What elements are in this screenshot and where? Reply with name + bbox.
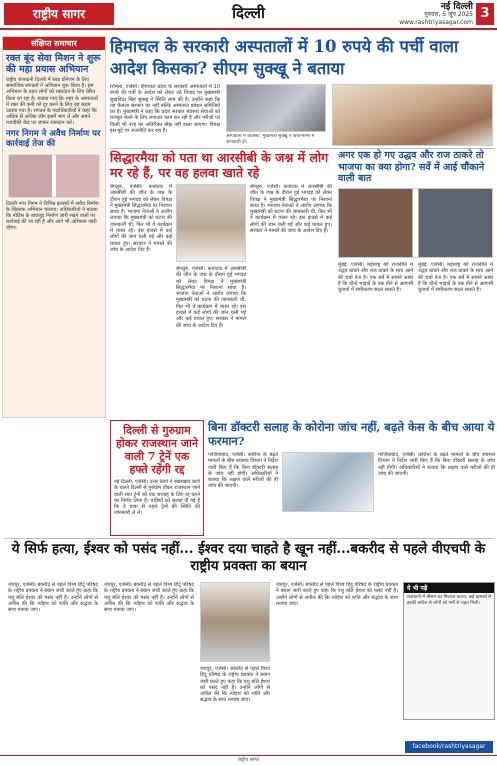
sidebar-title: संक्षिप्त समाचार xyxy=(3,37,105,50)
sidebar-photo xyxy=(8,154,100,198)
sidebar-body: राष्ट्रीय राजधानी दिल्ली में ब्लड डोनेशन के लिए सामाजिक संगठनों ने अभियान शुरू किया है। इस अभियान के तहत लोगों को रक्तदान के लिए प्रेरित किया जा रहा है। बताया गया कि शहर के अस्पतालों में रक्त की कमी को दूर करने के लिए यह कदम उठाया गया है। संगठन के पदाधिकारियों ने कहा कि अधिक से अधिक लोग इसमें भाग लें और अपने नजदीकी केंद्र पर जाकर रक्तदान करें। xyxy=(6,77,98,127)
edition-city-right: नई दिल्ली xyxy=(440,2,473,12)
story2-body: बेंगलुरु, एजेंसी। कर्नाटक में आरसीबी की जीत के जश्न के दौरान हुई भगदड़ को लेकर विपक्ष ने मुख्यमंत्री सिद्धारमैया पर निशाना साधा है। भाजपा नेताओं ने आरोप लगाया कि मुख्यमंत्री को घटना की जानकारी थी, फिर भी वे कार्यक्रम में व्यस्त रहे। इस हादसे में कई लोगों की जान चली गई और कई घायल हुए। सरकार ने मामले की जांच के आदेश दिए हैं। xyxy=(110,184,172,253)
story3-body-col2: मुंबई, एजेंसी। महाराष्ट्र की राजनीति में उद्धव ठाकरे और राज ठाकरे के साथ आने की चर्चा तेज है। एक सर्वे में सामने आया है कि दोनों भाइयों के एक होने से आगामी चुनावों में समीकरण बदल सकते हैं। xyxy=(418,262,493,294)
story2-body-col2: बेंगलुरु, एजेंसी। कर्नाटक में आरसीबी की जीत के जश्न के दौरान हुई भगदड़ को लेकर विपक्ष ने मुख्यमंत्री सिद्धारमैया पर निशाना साधा है। भाजपा नेताओं ने आरोप लगाया कि मुख्यमंत्री को घटना की जानकारी थी, फिर भी वे कार्यक्रम में व्यस्त रहे। इस हादसे में कई लोगों की जान चली गई और कई घायल हुए। सरकार ने मामले की जांच के आदेश दिए हैं। xyxy=(176,266,246,329)
story3-body: मुंबई, एजेंसी। महाराष्ट्र की राजनीति में उद्धव ठाकरे और राज ठाकरे के साथ आने की चर्चा तेज है। एक सर्वे में सामने आया है कि दोनों भाइयों के एक होने से आगामी चुनावों में समीकरण बदल सकते हैं। xyxy=(338,262,413,294)
lead-photo-caption: अस्पतालों में व्यवस्था, मुख्यमंत्री सुक्खू ने विधानसभा में जानकारी दी। xyxy=(226,134,315,145)
lead-photo-cm xyxy=(332,84,493,146)
story-box-body: नई दिल्ली, एजेंसी। उत्तर रेलवे ने रखरखाव कार्य के चलते दिल्ली से गुरुग्राम होकर राजस्थान जाने वाली सात ट्रेनों को एक सप्ताह के लिए रद्द करने का निर्णय लिया है। यात्रियों को सलाह दी गई है कि वे यात्रा से पहले ट्रेनों की स्थिति की जानकारी ले लें। xyxy=(114,479,200,517)
sidebar-headline: रक्त बूंद सेवा मिशन ने शुरू की महा प्रयास अभियान xyxy=(6,53,101,75)
sidebar-body-2: दिल्ली नगर निगम ने विभिन्न इलाकों में अवैध निर्माण के खिलाफ अभियान चलाया। अधिकारियों ने बताया कि नोटिस के बावजूद निर्माण जारी रखने वालों पर कार्रवाई की जा रही है और आगे भी अभियान जारी रहेगा। xyxy=(6,200,99,232)
brand-logo: राष्ट्रीय सागर xyxy=(4,3,114,25)
story4-body-col2: गाजियाबाद, एजेंसी। कोरोना के बढ़ते मामलों के बीच स्वास्थ्य विभाग ने निर्देश जारी किए हैं कि बिना डॉक्टरी सलाह के जांच नहीं होगी। अधिकारियों ने बताया कि लक्षण वाले मरीजों की ही जांच की जाएगी। xyxy=(378,452,495,477)
story4-photo xyxy=(282,452,374,512)
bottom-headline: ये सिर्फ हत्या, ईश्वर को पसंद नहीं... ईश्वर दया चाहते है खून नहीं...बकरीद से पहले वीएचपी के राष्ट्रीय प्रवक्ता का बयान xyxy=(11,541,486,574)
story2-headline: सिद्धारमैया को पता था आरसीबी के जश्न में लोग मर रहे हैं, पर वह हलवा खाते रहे xyxy=(110,150,329,180)
related-box-body: राजधानी में मौसम का मिजाज बदला, कई इलाकों में हल्की बारिश से लोगों को गर्मी से राहत मिली। xyxy=(407,595,491,606)
edition-website: www.rashtriyasagar.com xyxy=(399,19,473,26)
story3-headline: अगर एक हो गए उद्धव और राज ठाकरे तो भाजपा का क्या होगा? सर्वे में आई चौंकाने वाली बात xyxy=(338,150,485,184)
story3-photo xyxy=(338,188,493,258)
bottom-photo xyxy=(200,582,270,662)
story2-body-col3: बेंगलुरु, एजेंसी। कर्नाटक में आरसीबी की जीत के जश्न के दौरान हुई भगदड़ को लेकर विपक्ष ने मुख्यमंत्री सिद्धारमैया पर निशाना साधा है। भाजपा नेताओं ने आरोप लगाया कि मुख्यमंत्री को घटना की जानकारी थी, फिर भी वे कार्यक्रम में व्यस्त रहे। इस हादसे में कई लोगों की जान चली गई और कई घायल हुए। सरकार ने मामले की जांच के आदेश दिए हैं। xyxy=(250,184,332,235)
masthead xyxy=(0,0,497,30)
story-box-headline: दिल्ली से गुरुग्राम होकर राजस्थान जाने वाली 7 ट्रेनें एक हफ्ते रहेंगी रद्द xyxy=(116,424,198,476)
related-box xyxy=(403,582,495,720)
bottom-body-col2: जयपुर, एजेंसी। बकरीद से पहले विश्व हिंदू परिषद के राष्ट्रीय प्रवक्ता ने बयान जारी करते हुए कहा कि पशु बलि ईश्वर को पसंद नहीं है। उन्होंने लोगों से अपील की कि त्योहार को शांति और सद्भाव के साथ मनाया जाए। xyxy=(104,582,194,614)
bottom-body-col3: जयपुर, एजेंसी। बकरीद से पहले विश्व हिंदू परिषद के राष्ट्रीय प्रवक्ता ने बयान जारी करते हुए कहा कि पशु बलि ईश्वर को पसंद नहीं है। उन्होंने लोगों से अपील की कि त्योहार को शांति और सद्भाव के साथ मनाया जाए। xyxy=(200,666,270,704)
page-number: 3 xyxy=(476,3,494,25)
story-box xyxy=(110,420,204,536)
lead-photo-assembly xyxy=(226,84,326,132)
lead-headline: हिमाचल के सरकारी अस्पतालों में 10 रुपये की पर्ची वाला आदेश किसका? सीएम सुक्खू ने बताया xyxy=(110,37,459,78)
news-brief-sidebar xyxy=(2,36,106,418)
lead-body: शिमला, एजेंसी। हिमाचल प्रदेश के सरकारी अस्पतालों में 10 रुपये की पर्ची के आदेश को लेकर उठे विवाद पर मुख्यमंत्री सुखविंदर सिंह सुक्खू ने स्थिति स्पष्ट की है। उन्होंने कहा कि यह फैसला सरकार का नहीं बल्कि अस्पताल प्रबंधन समितियों का है। मुख्यमंत्री ने कहा कि प्रदेश सरकार स्वास्थ्य सेवाओं को मजबूत करने के लिए लगातार काम कर रही है और मरीजों पर किसी भी तरह का अतिरिक्त बोझ नहीं डाला जाएगा। विपक्ष इस मुद्दे पर राजनीति कर रहा है। xyxy=(110,84,220,135)
edition-info xyxy=(399,3,473,27)
bottom-body-col4: जयपुर, एजेंसी। बकरीद से पहले विश्व हिंदू परिषद के राष्ट्रीय प्रवक्ता ने बयान जारी करते हुए कहा कि पशु बलि ईश्वर को पसंद नहीं है। उन्होंने लोगों से अपील की कि त्योहार को शांति और सद्भाव के साथ मनाया जाए। xyxy=(276,582,398,607)
social-tag: facebook/rashtriyasagar xyxy=(405,741,493,753)
story4-headline: बिना डॉक्टरी सलाह के कोरोना जांच नहीं, बढ़ते केस के बीच आया ये फरमान? xyxy=(208,420,495,448)
divider xyxy=(4,538,493,539)
related-box-title: ये भी पढ़ें xyxy=(404,583,494,593)
story2-photo xyxy=(176,184,246,262)
edition-city: दिल्ली xyxy=(232,4,265,22)
page-footer: राष्ट्रीय सागर xyxy=(0,755,497,765)
sidebar-subheadline: नगर निगम ने अवैध निर्माण पर कार्रवाई तेज की xyxy=(6,128,101,149)
story4-body: गाजियाबाद, एजेंसी। कोरोना के बढ़ते मामलों के बीच स्वास्थ्य विभाग ने निर्देश जारी किए हैं कि बिना डॉक्टरी सलाह के जांच नहीं होगी। अधिकारियों ने बताया कि लक्षण वाले मरीजों की ही जांच की जाएगी। xyxy=(208,452,278,490)
divider xyxy=(110,148,495,149)
bottom-body: जयपुर, एजेंसी। बकरीद से पहले विश्व हिंदू परिषद के राष्ट्रीय प्रवक्ता ने बयान जारी करते हुए कहा कि पशु बलि ईश्वर को पसंद नहीं है। उन्होंने लोगों से अपील की कि त्योहार को शांति और सद्भाव के साथ मनाया जाए। xyxy=(8,582,98,614)
edition-date: गुरुवार, 5 जून 2025 xyxy=(424,11,473,18)
